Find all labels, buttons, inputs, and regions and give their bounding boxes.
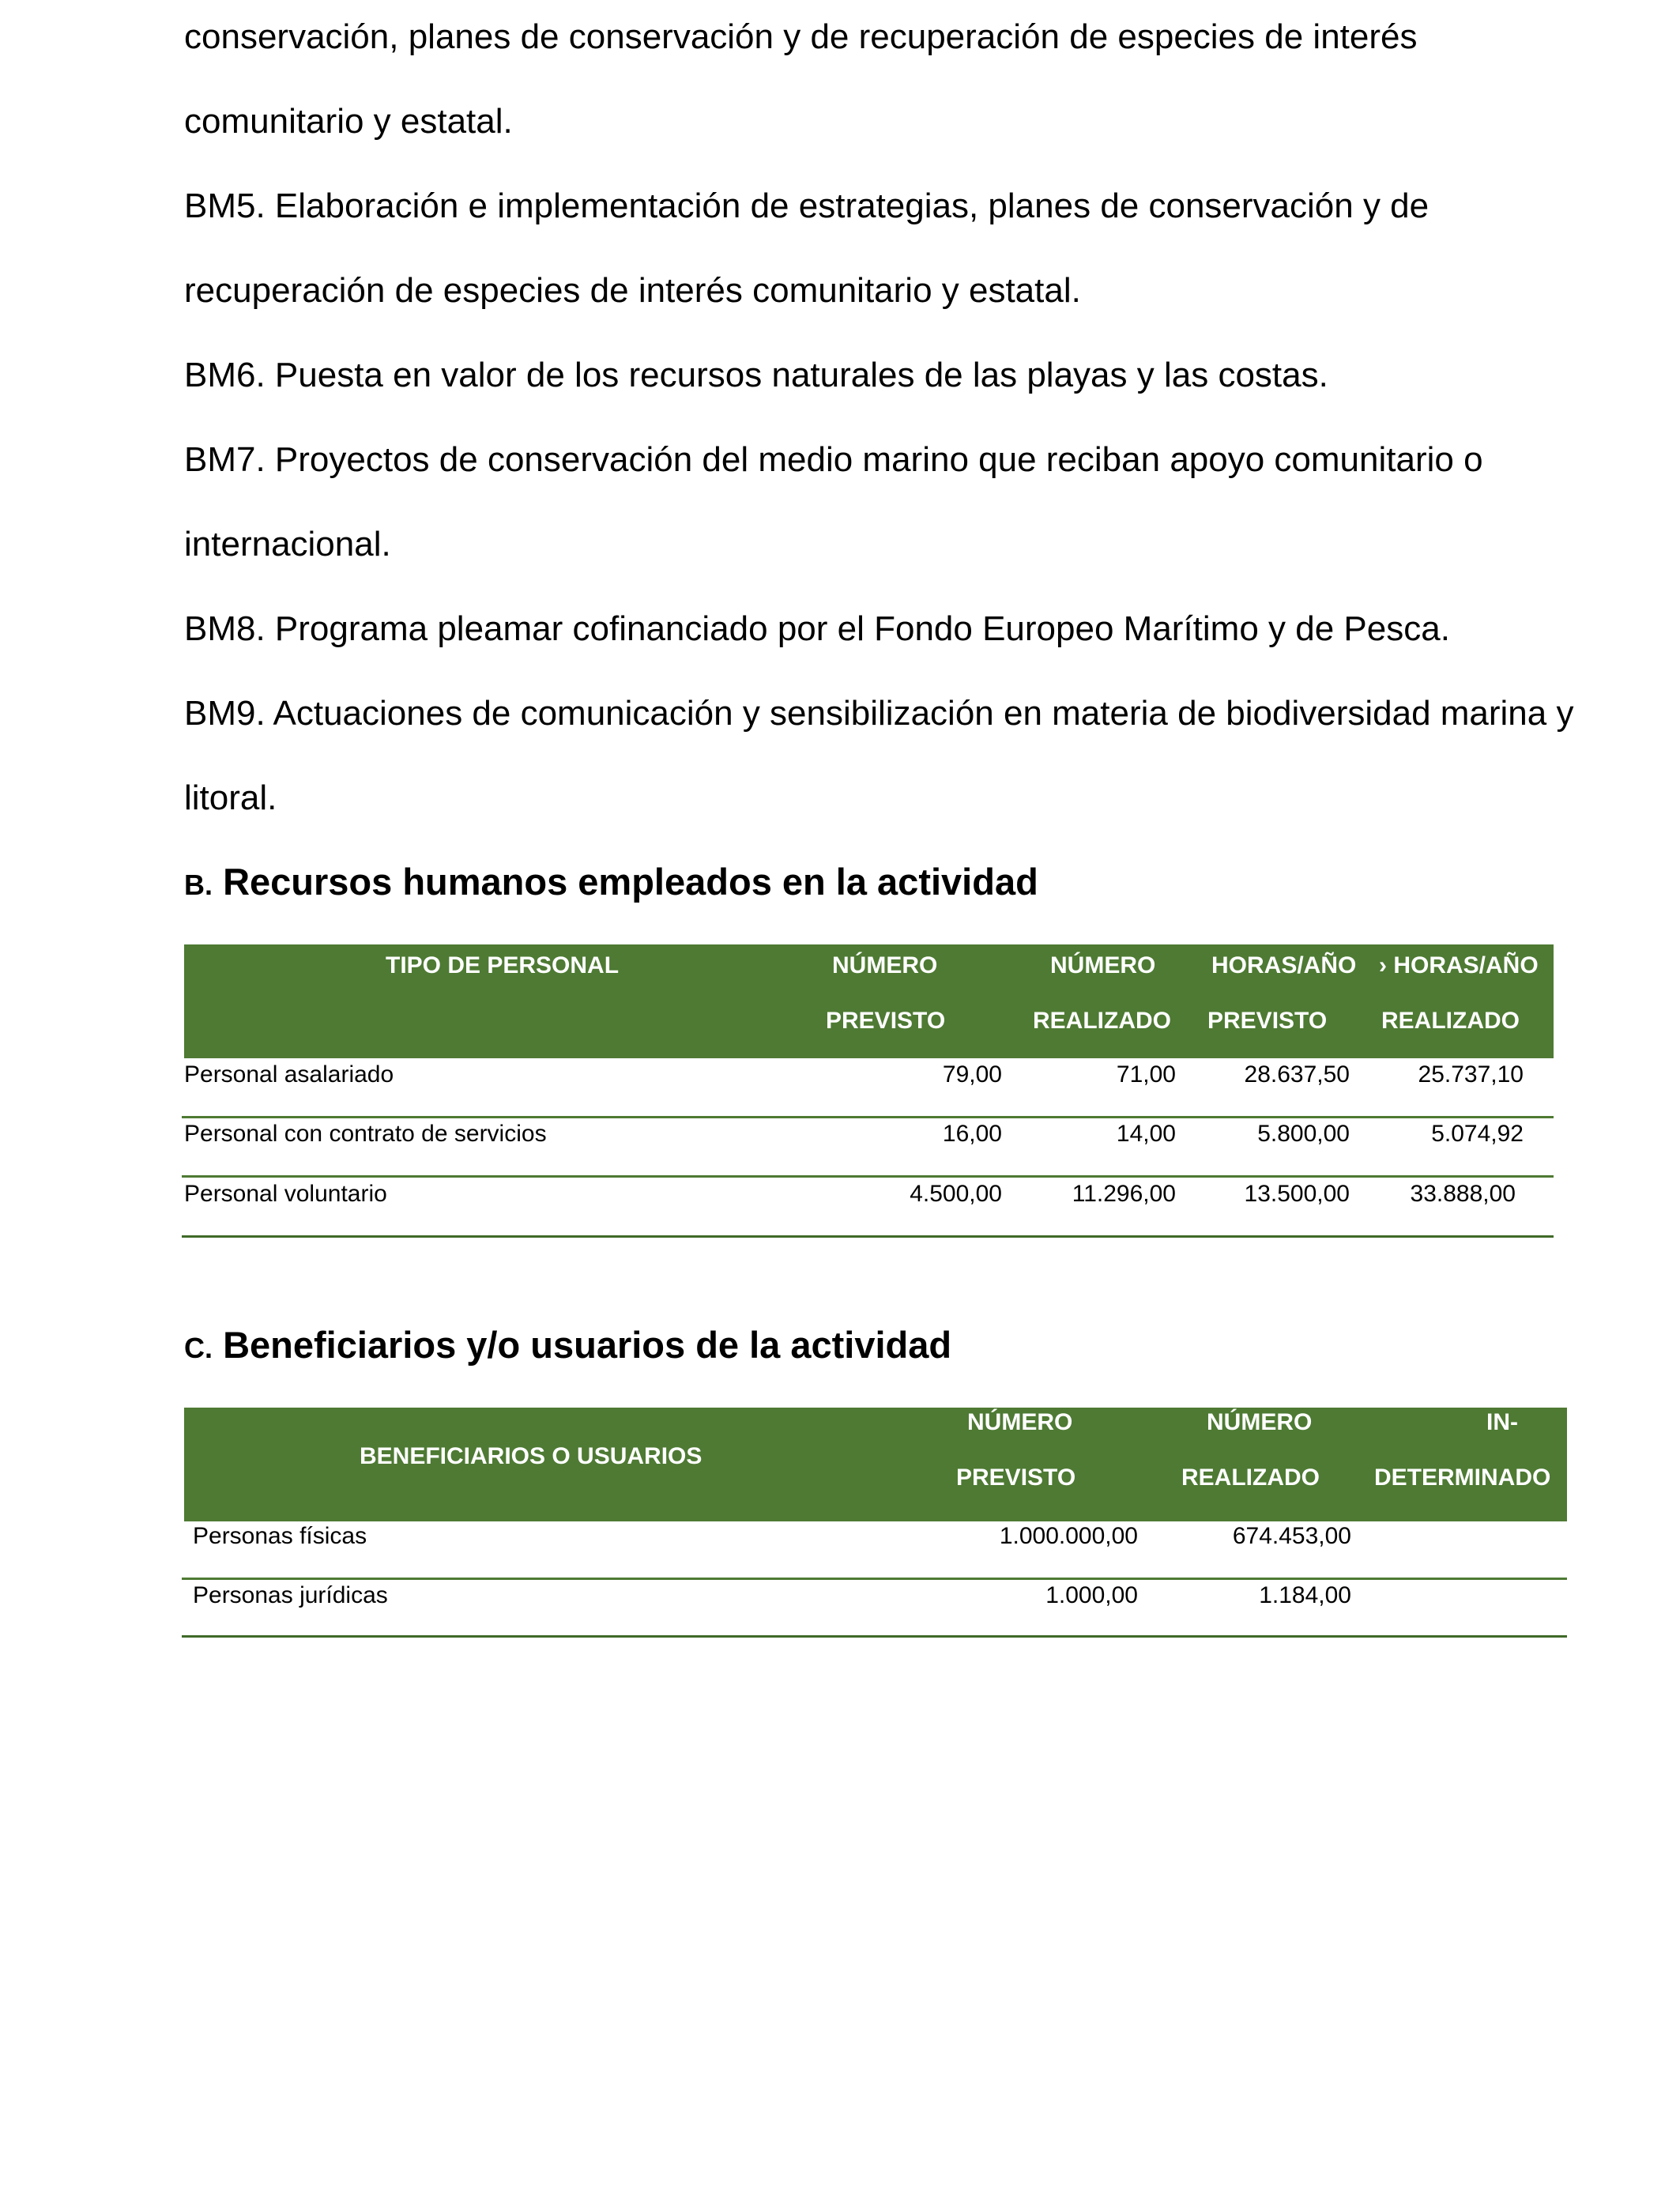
paragraph-bm8: BM8. Programa pleamar cofinanciado por el Fondo Europeo Marítimo y de Pesca. — [184, 609, 1450, 648]
header-num-prev-line2: PREVISTO — [956, 1465, 1076, 1491]
cell-benef: Personas físicas — [193, 1523, 367, 1549]
header-benef: BENEFICIARIOS O USUARIOS — [360, 1443, 703, 1469]
cell-horas-real: 25.737,10 — [1418, 1061, 1524, 1088]
section-b-title: Recursos humanos empleados en la actividad — [223, 861, 1038, 903]
cell-horas-prev: 28.637,50 — [1244, 1061, 1350, 1088]
header-num-prev-line2: PREVISTO — [826, 1008, 946, 1034]
header-horas-real-line1: › HORAS/AÑO — [1379, 952, 1539, 978]
section-b-letter: B. — [184, 869, 213, 901]
paragraph-bm6: BM6. Puesta en valor de los recursos naturales de las playas y las costas. — [184, 356, 1328, 394]
row-divider — [182, 1116, 1554, 1118]
header-num-prev-line1: NÚMERO — [967, 1409, 1073, 1435]
paragraph-bm9: BM9. Actuaciones de comunicación y sensibilización en materia de biodiversidad marina y litoral. — [184, 694, 1574, 817]
cell-tipo: Personal con contrato de servicios — [184, 1121, 547, 1147]
beneficiaries-table-header — [184, 1408, 1567, 1521]
paragraph-bm7: BM7. Proyectos de conservación del medio marino que reciban apoyo comunitario o internacional. — [184, 440, 1483, 564]
cell-num-prev: 16,00 — [942, 1121, 1002, 1147]
header-num-real-line1: NÚMERO — [1050, 952, 1156, 978]
cell-num-prev: 1.000.000,00 — [999, 1523, 1138, 1549]
table-bottom-rule — [182, 1235, 1554, 1238]
table-bottom-rule — [182, 1635, 1567, 1638]
cell-tipo: Personal asalariado — [184, 1061, 394, 1088]
section-c-title: Beneficiarios y/o usuarios de la actividad — [223, 1324, 952, 1366]
header-horas-real-line2: REALIZADO — [1381, 1008, 1520, 1034]
header-num-prev-line1: NÚMERO — [832, 952, 938, 978]
section-c-heading — [184, 1323, 951, 1367]
header-indet-line1: IN- — [1486, 1409, 1518, 1435]
header-indet-line2: DETERMINADO — [1374, 1465, 1551, 1491]
staff-table-header — [184, 944, 1554, 1058]
row-divider — [182, 1175, 1554, 1178]
cell-horas-real: 5.074,92 — [1431, 1121, 1524, 1147]
cell-tipo: Personal voluntario — [184, 1181, 387, 1207]
cell-num-real: 14,00 — [1116, 1121, 1176, 1147]
row-divider — [182, 1578, 1567, 1580]
cell-num-prev: 4.500,00 — [910, 1181, 1002, 1207]
cell-horas-real: 33.888,00 — [1410, 1181, 1516, 1207]
cell-num-prev: 1.000,00 — [1045, 1582, 1138, 1608]
cell-num-real: 674.453,00 — [1232, 1523, 1351, 1549]
cell-horas-prev: 13.500,00 — [1244, 1181, 1350, 1207]
cell-benef: Personas jurídicas — [193, 1582, 388, 1608]
header-num-real-line1: NÚMERO — [1207, 1409, 1313, 1435]
cell-num-prev: 79,00 — [942, 1061, 1002, 1088]
cell-num-real: 11.296,00 — [1072, 1181, 1176, 1207]
header-tipo: TIPO DE PERSONAL — [386, 952, 620, 978]
header-horas-prev-line2: PREVISTO — [1207, 1008, 1328, 1034]
header-num-real-line2: REALIZADO — [1181, 1465, 1320, 1491]
section-b-heading — [184, 860, 1038, 903]
cell-horas-prev: 5.800,00 — [1257, 1121, 1350, 1147]
section-c-letter: C. — [184, 1332, 213, 1364]
header-horas-prev-line1: HORAS/AÑO — [1211, 952, 1357, 978]
cell-num-real: 71,00 — [1116, 1061, 1176, 1088]
cell-num-real: 1.184,00 — [1259, 1582, 1351, 1608]
paragraph-intro: conservación, planes de conservación y de recuperación de especies de interés comunitario y estatal. — [184, 17, 1418, 141]
paragraph-bm5: BM5. Elaboración e implementación de estrategias, planes de conservación y de recuperación de especies de interés comunitario y estatal. — [184, 187, 1430, 310]
header-num-real-line2: REALIZADO — [1033, 1008, 1171, 1034]
